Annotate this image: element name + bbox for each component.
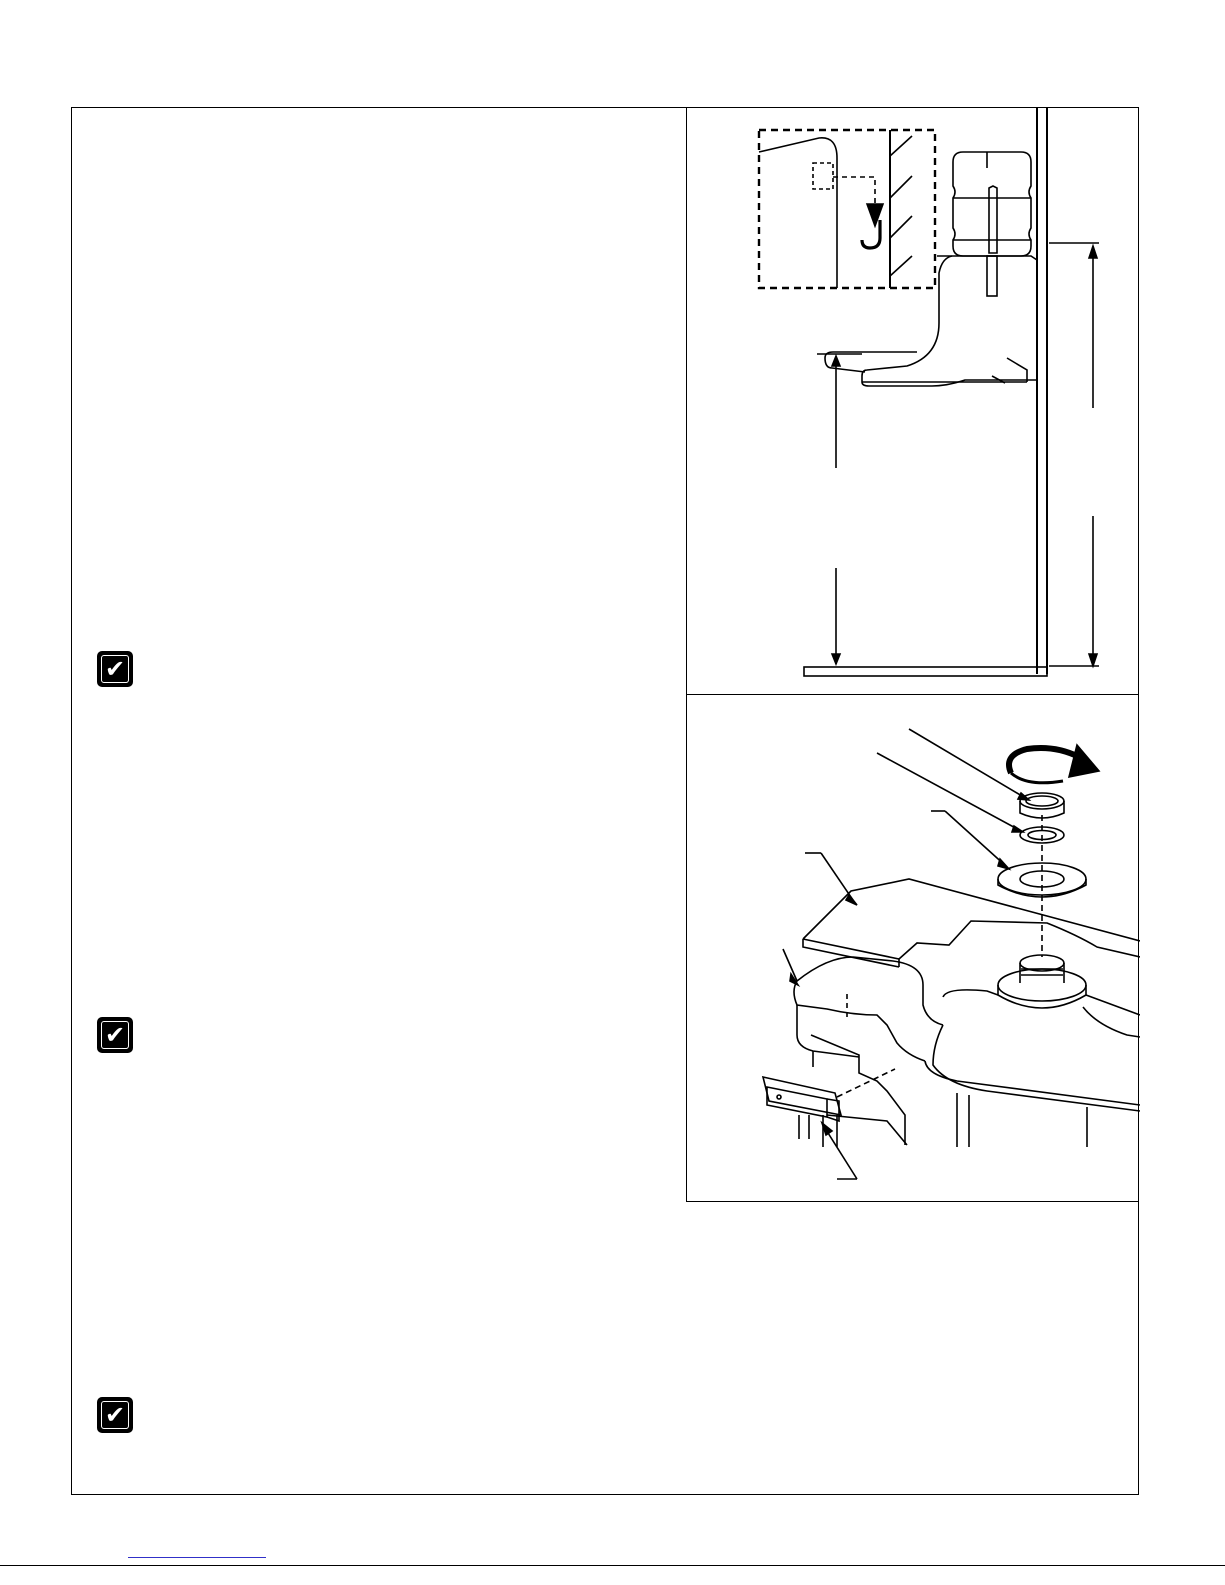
wall-mount-height-diagram [686,107,1139,695]
check-mark-icon: ✔ [101,1401,129,1429]
check-mark-icon: ✔ [101,1021,129,1049]
checkbox-icon [97,1017,133,1053]
checkbox-icon [97,1397,133,1433]
tank-fitting-exploded-diagram [686,694,1139,1202]
check-mark-icon: ✔ [101,655,129,683]
checkbox-icon [97,651,133,687]
footer-link[interactable] [128,1557,266,1558]
footer-rule [0,1565,1225,1566]
tank-nut-washer-assembly-illustration [687,695,1140,1203]
cooler-wall-mount-illustration [687,108,1140,696]
